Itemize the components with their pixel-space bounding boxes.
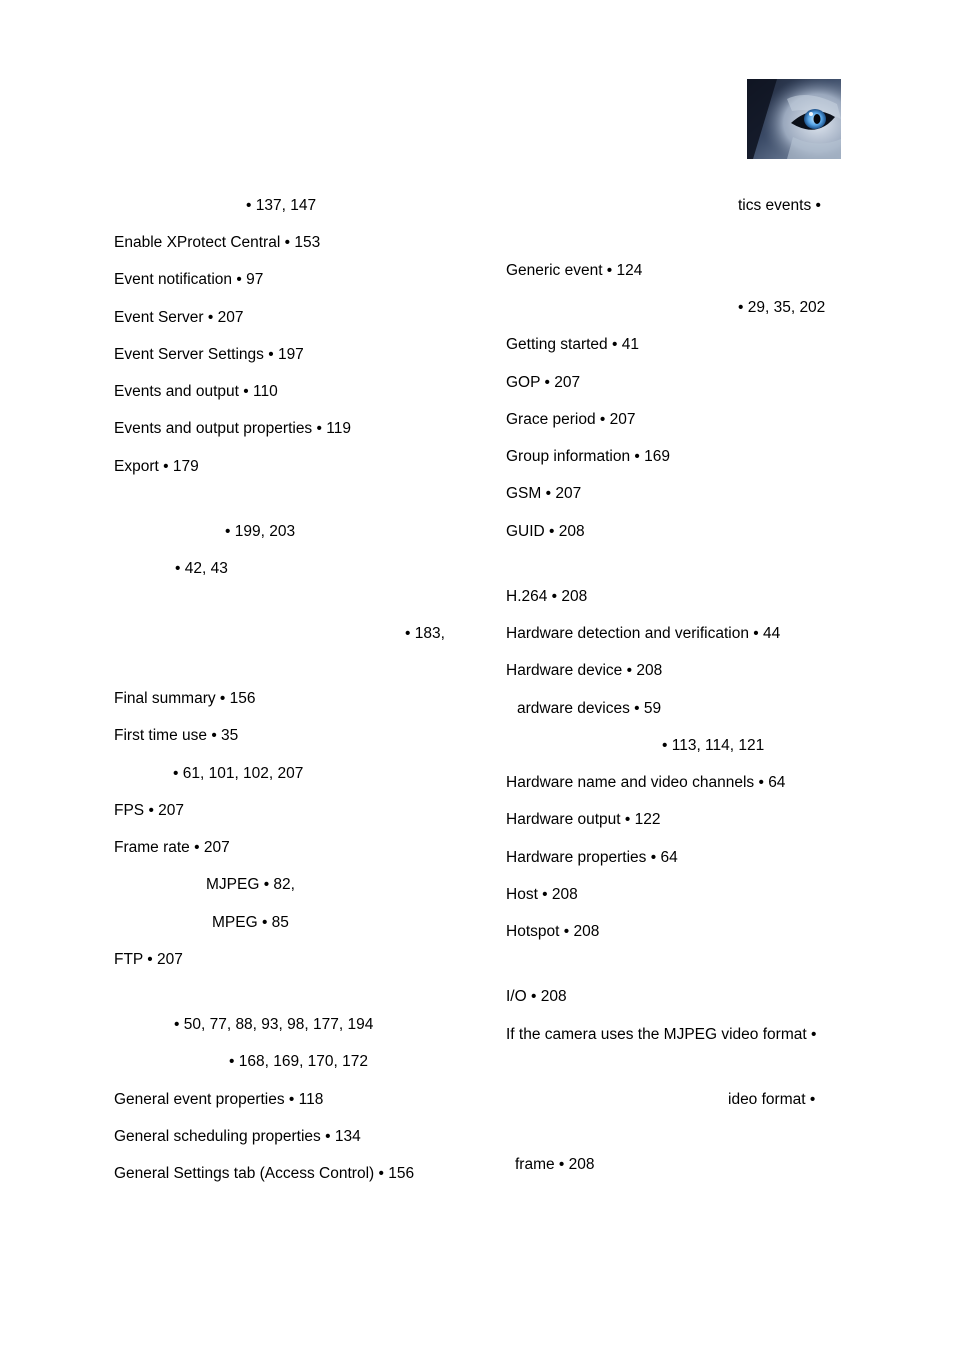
index-entry: Hotspot • 208 xyxy=(506,923,600,940)
index-entry: Final summary • 156 xyxy=(114,690,256,707)
index-entry: First time use • 35 xyxy=(114,727,239,744)
index-entry: H.264 • 208 xyxy=(506,588,588,605)
index-entry: Hardware properties • 64 xyxy=(506,849,678,866)
index-entry: GUID • 208 xyxy=(506,523,585,540)
index-entry: FPS • 207 xyxy=(114,802,185,819)
index-entry: Hardware output • 122 xyxy=(506,811,661,828)
index-entry: GOP • 207 xyxy=(506,374,581,391)
index-entry: GSM • 207 xyxy=(506,485,582,502)
index-entry: MPEG • 85 xyxy=(212,914,289,931)
index-entry: General scheduling properties • 134 xyxy=(114,1128,361,1145)
index-entry: Hardware detection and verification • 44 xyxy=(506,625,781,642)
index-entry: Grace period • 207 xyxy=(506,411,636,428)
index-entry: • 29, 35, 202 xyxy=(738,299,826,316)
index-entry: ardware devices • 59 xyxy=(517,700,662,717)
index-entry: frame • 208 xyxy=(515,1156,595,1173)
index-entry: Events and output • 110 xyxy=(114,383,278,400)
index-entry: ideo format • xyxy=(728,1091,816,1108)
index-entry: Enable XProtect Central • 153 xyxy=(114,234,321,251)
index-entry: Group information • 169 xyxy=(506,448,670,465)
index-entry: Hardware device • 208 xyxy=(506,662,663,679)
index-entry: Frame rate • 207 xyxy=(114,839,230,856)
index-entry: General Settings tab (Access Control) • 156 xyxy=(114,1165,415,1182)
index-entry: Event Server Settings • 197 xyxy=(114,346,304,363)
index-entry: Export • 179 xyxy=(114,458,199,475)
index-entry: General event properties • 118 xyxy=(114,1091,324,1108)
index-entry: If the camera uses the MJPEG video format • xyxy=(506,1026,817,1043)
index-entry: MJPEG • 82, xyxy=(206,876,295,893)
index-entry: I/O • 208 xyxy=(506,988,567,1005)
index-entry: • 61, 101, 102, 207 xyxy=(173,765,304,782)
index-entry: Generic event • 124 xyxy=(506,262,643,279)
wolf-eye-logo xyxy=(747,79,841,159)
index-entry: • 137, 147 xyxy=(246,197,317,214)
index-entry: • 113, 114, 121 xyxy=(662,737,765,754)
index-entry: • 50, 77, 88, 93, 98, 177, 194 xyxy=(174,1016,374,1033)
index-entry: FTP • 207 xyxy=(114,951,183,968)
index-entry: Getting started • 41 xyxy=(506,336,639,353)
index-entry: Events and output properties • 119 xyxy=(114,420,351,437)
index-entry: Event Server • 207 xyxy=(114,309,244,326)
index-entry: Hardware name and video channels • 64 xyxy=(506,774,786,791)
index-entry: tics events • xyxy=(738,197,821,214)
index-entry: • 42, 43 xyxy=(175,560,228,577)
index-entry: • 199, 203 xyxy=(225,523,296,540)
index-entry: Event notification • 97 xyxy=(114,271,264,288)
index-entry: Host • 208 xyxy=(506,886,578,903)
index-entry: • 183, xyxy=(405,625,445,642)
index-entry: • 168, 169, 170, 172 xyxy=(229,1053,369,1070)
